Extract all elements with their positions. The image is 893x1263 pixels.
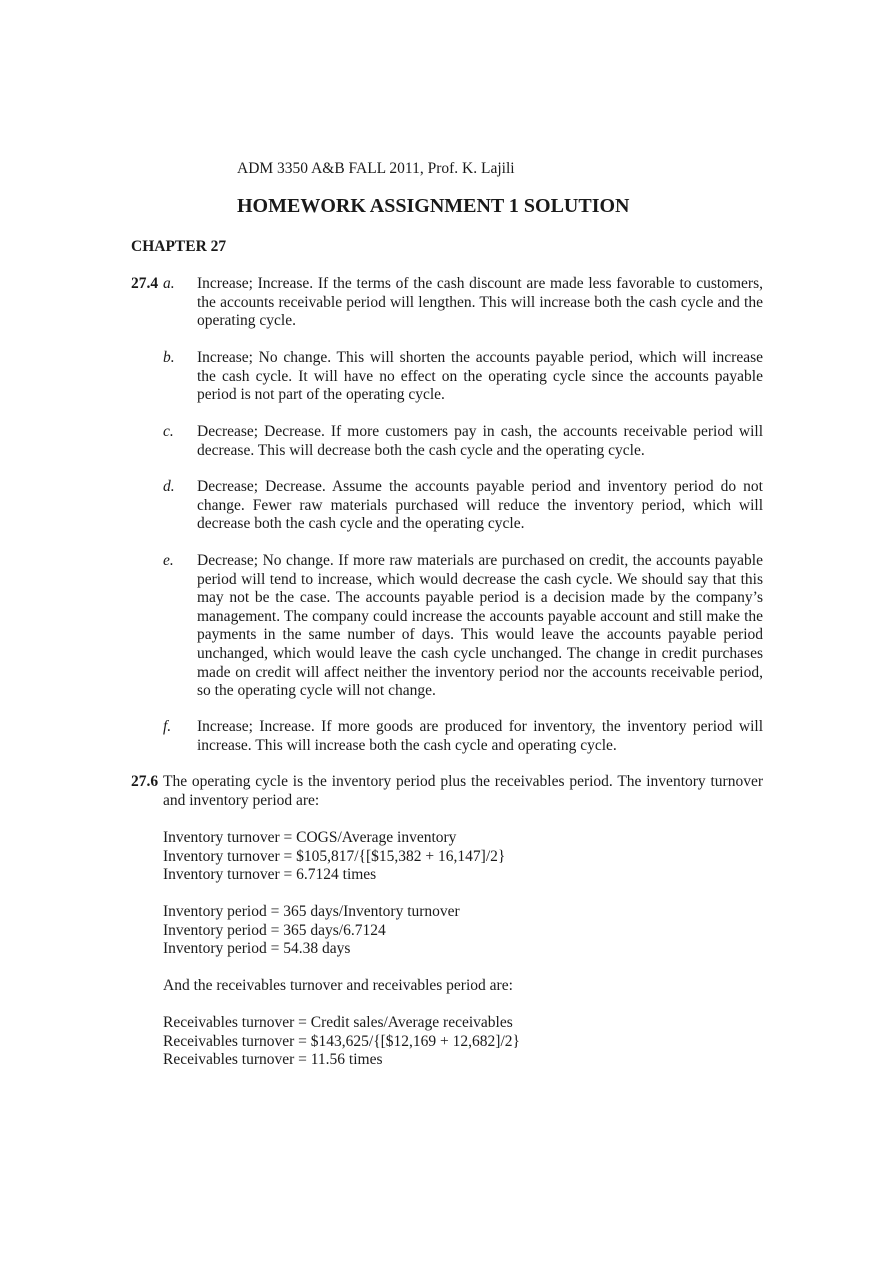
problem-27-6-intro: The operating cycle is the inventory period plus the receivables period. The inventory turnover and inventory period are: <box>163 773 763 809</box>
item-text-e: Decrease; No change. If more raw materials are purchased on credit, the accounts payable period will tend to increase, which would decrease the cash cycle. We should say that this may not be the case. The accounts payable period is a decision made by the company’s management. The company could increase the accounts payable account and still make the payments in the same number of days. This would leave the accounts payable period unchanged, which would leave the cash cycle unchanged. The change in credit purchases made on credit will affect neither the inventory period nor the accounts receivable period, so the operating cycle will not change. <box>197 552 763 700</box>
calc-line: Receivables turnover = $143,625/{[$12,169 + 12,682]/2} <box>163 1032 520 1050</box>
item-letter-a: a. <box>163 275 175 292</box>
problem-number-27-6: 27.6 <box>131 773 159 790</box>
item-letter-f: f. <box>163 718 172 735</box>
course-header: ADM 3350 A&B FALL 2011, Prof. K. Lajili <box>237 160 515 177</box>
calc-line: Receivables turnover = 11.56 times <box>163 1051 383 1069</box>
item-text-d: Decrease; Decrease. Assume the accounts payable period and inventory period do not change. Fewer raw materials purchased will reduce the inventory period, which will decrease both the cash cycle and the operating cycle. <box>197 478 763 533</box>
item-letter-c: c. <box>163 423 174 440</box>
problem-number-27-4: 27.4 <box>131 275 159 292</box>
receivables-turnover-block <box>163 1014 520 1070</box>
calc-line: Inventory turnover = COGS/Average inventory <box>163 829 457 846</box>
inventory-turnover-block <box>163 829 505 885</box>
calc-line: Inventory period = 54.38 days <box>163 940 351 958</box>
calc-line: Inventory period = 365 days/6.7124 <box>163 921 386 939</box>
item-letter-e: e. <box>163 552 174 569</box>
item-text-c: Decrease; Decrease. If more customers pay in cash, the accounts receivable period will decrease. This will decrease both the cash cycle and the operating cycle. <box>197 423 763 459</box>
calc-line: Receivables turnover = Credit sales/Average receivables <box>163 1014 513 1031</box>
calc-line: Inventory turnover = $105,817/{[$15,382 + 16,147]/2} <box>163 847 506 865</box>
item-text-a: Increase; Increase. If the terms of the cash discount are made less favorable to customers, the accounts receivable period will lengthen. This will increase both the cash cycle and the operating cycle. <box>197 275 763 330</box>
item-text-b: Increase; No change. This will shorten the accounts payable period, which will increase the cash cycle. It will have no effect on the operating cycle since the accounts payable period is not part of the operating cycle. <box>197 349 763 404</box>
item-text-f: Increase; Increase. If more goods are produced for inventory, the inventory period will increase. This will increase both the cash cycle and operating cycle. <box>197 718 763 754</box>
receivables-intro: And the receivables turnover and receivables period are: <box>163 977 513 994</box>
inventory-period-block <box>163 903 460 959</box>
document-title: HOMEWORK ASSIGNMENT 1 SOLUTION <box>237 195 630 217</box>
calc-line: Inventory turnover = 6.7124 times <box>163 866 377 884</box>
item-letter-d: d. <box>163 478 175 495</box>
calc-line: Inventory period = 365 days/Inventory turnover <box>163 903 460 920</box>
item-letter-b: b. <box>163 349 175 366</box>
chapter-heading: CHAPTER 27 <box>131 238 227 255</box>
